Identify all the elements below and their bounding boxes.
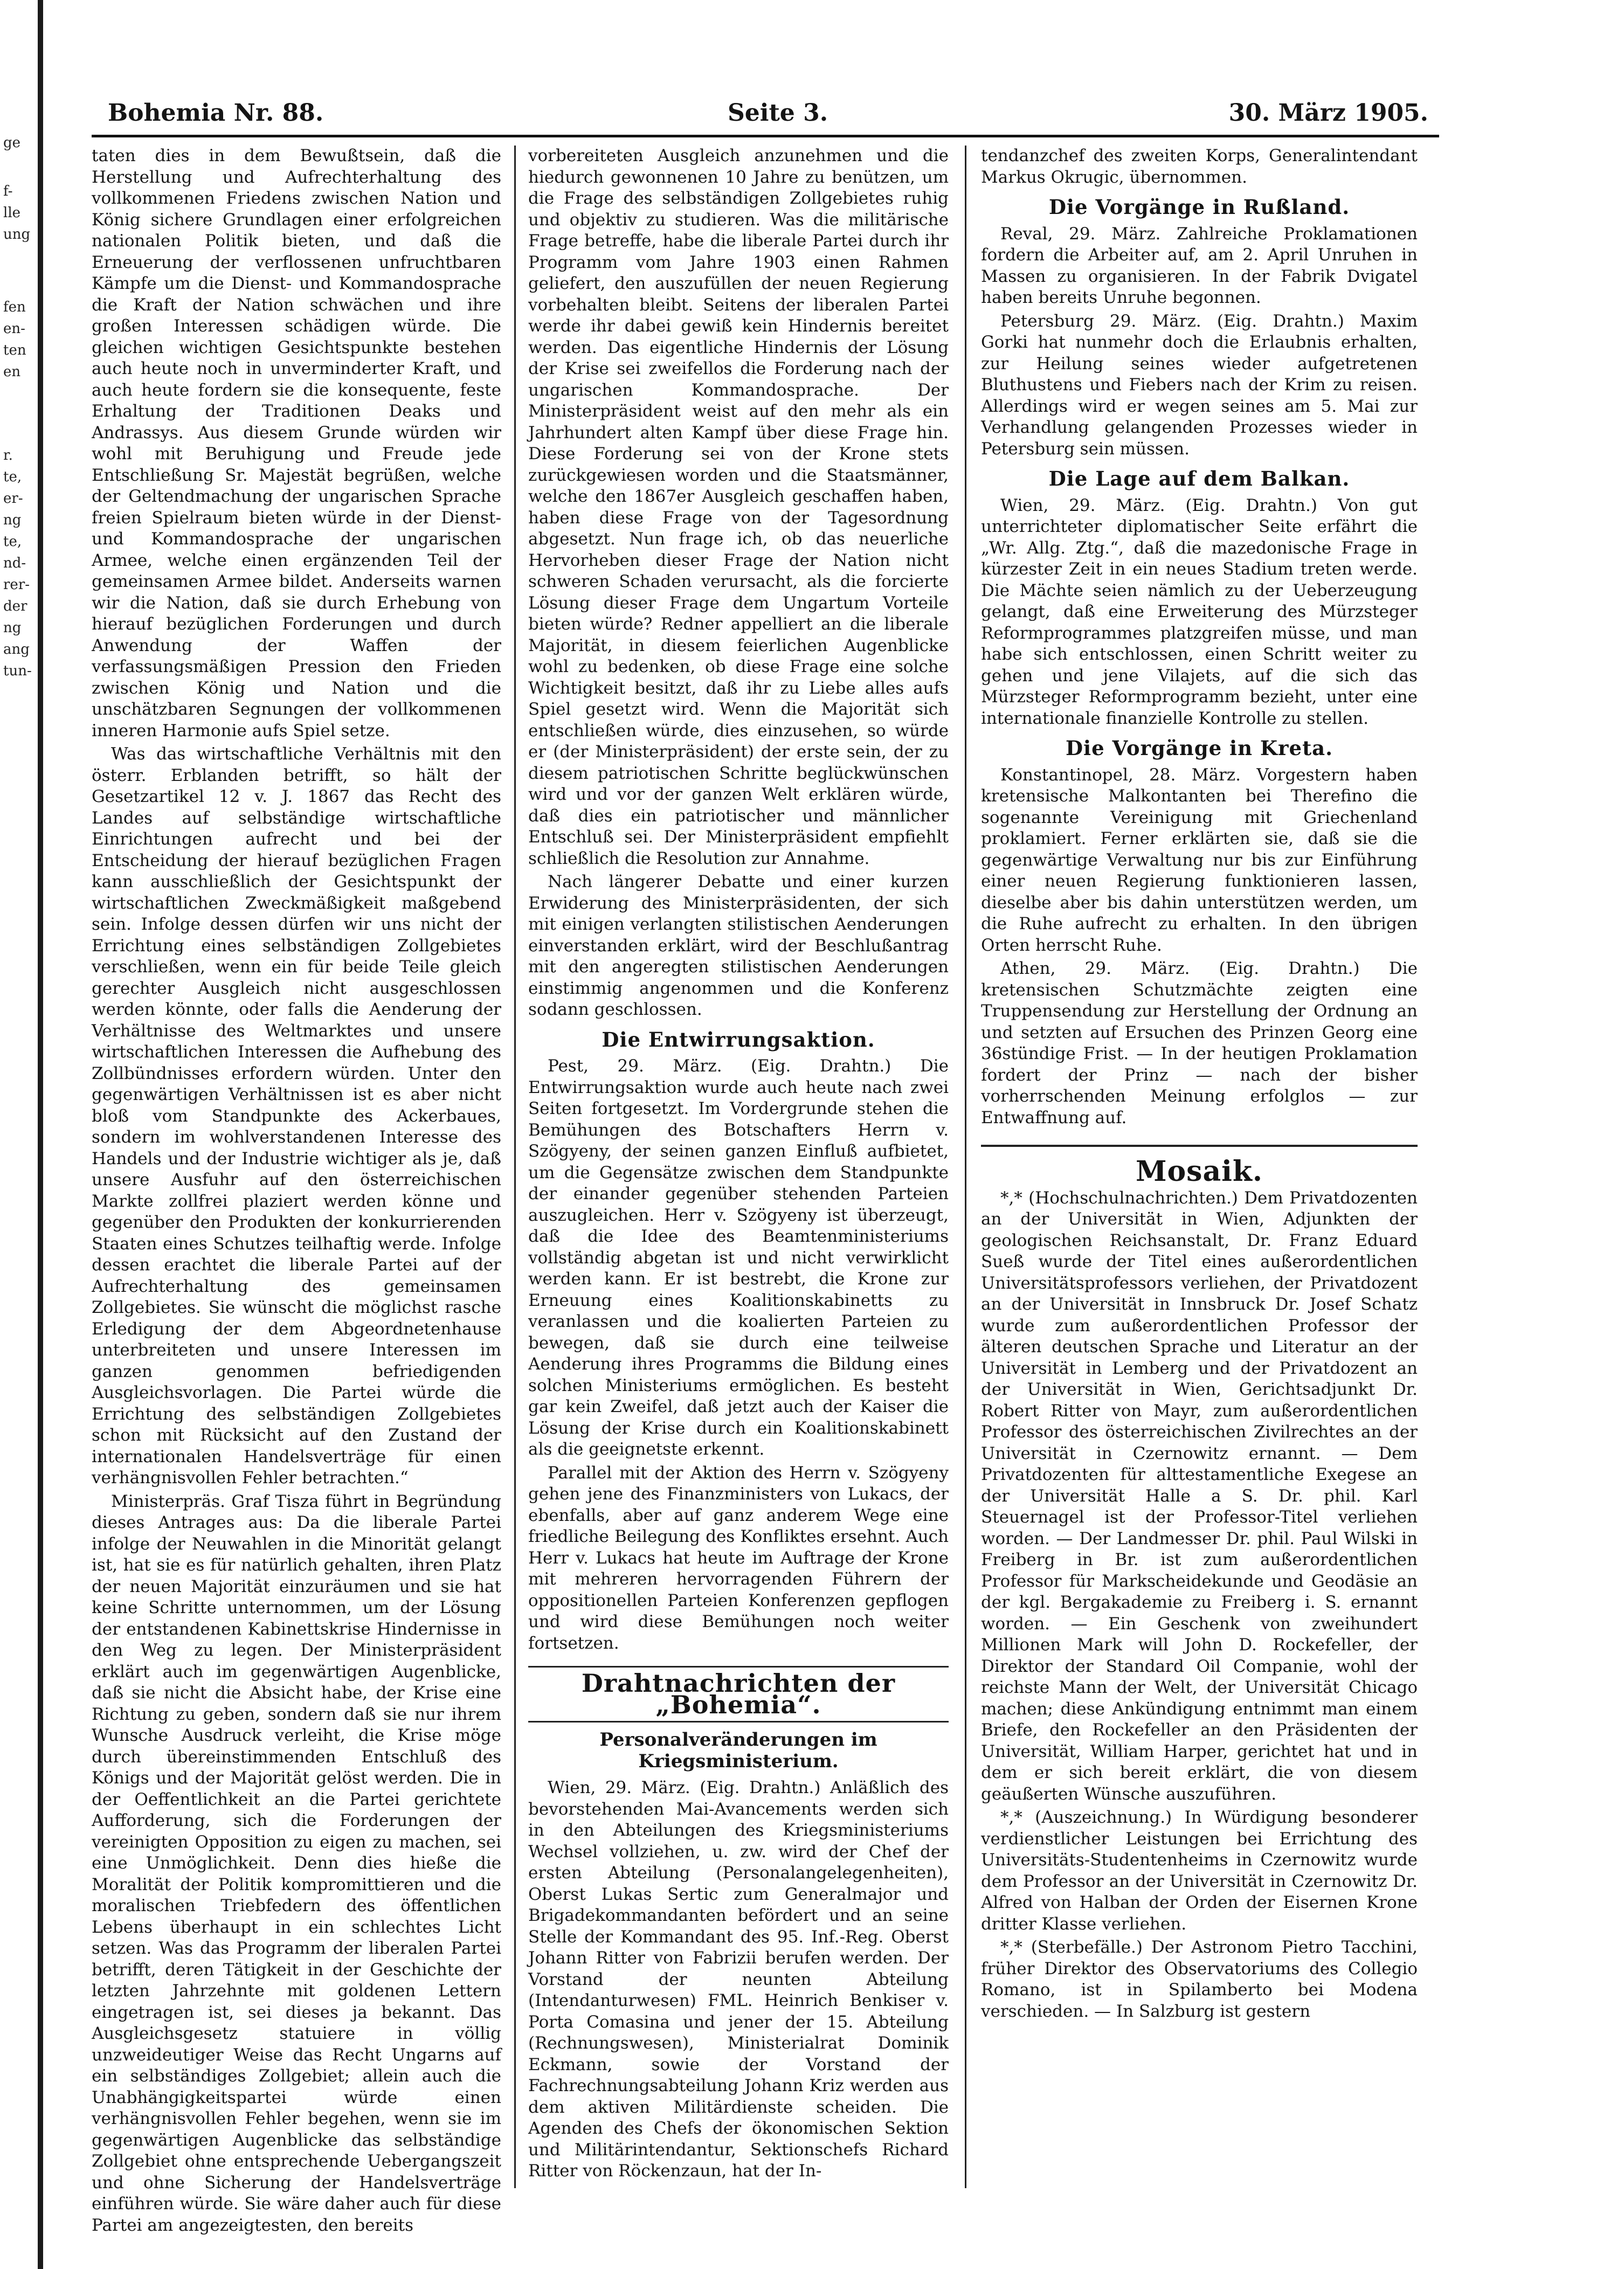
article-paragraph: Parallel mit der Aktion des Herrn v. Szögyeny gehen jene des Finanzministers von Lukacs, der ebenfalls, aber auf ganz anderem Wege eine friedliche Beilegung des Konfliktes ersehnt. Auch Herr v. Lukacs hat heute im Auftrage der Krone mit mehreren hervorragenden Führern der oppositionellen Parteien Konferenzen gepflogen und wird diese Bemühungen noch weiter fortsetzen. — [528, 1463, 949, 1653]
margin-fragment: ge — [3, 135, 21, 151]
article-paragraph: Nach längerer Debatte und einer kurzen Erwiderung des Ministerpräsidenten, der sich mit einigen verlangten stilistischen Aenderungen einverstanden erklärt, wird der Beschlußantrag mit den angeregten stilistischen Aenderungen einstimmig angenommen und die Konferenz sodann geschlossen. — [528, 872, 949, 1019]
newspaper-page — [92, 92, 1439, 2235]
margin-fragment: fen — [3, 299, 26, 315]
section-heading: Die Entwirrungsaktion. — [602, 1027, 875, 1052]
section-heading: Die Vorgänge in Rußland. — [1048, 195, 1350, 219]
page-number: Seite 3. — [728, 99, 828, 127]
article-paragraph: Petersburg 29. März. (Eig. Drahtn.) Maxim Gorki hat nunmehr doch die Erlaubnis erhalten, zur Heilung seines wieder aufgetretenen Bluthustens und Fiebers nach der Krim zu reisen. Allerdings wird er wegen seines am 5. Mai zur Verhandlung gelangenden Prozesses wieder in Petersburg sein müssen. — [981, 311, 1418, 459]
margin-fragment: ng — [3, 620, 22, 636]
margin-fragment: er- — [3, 490, 23, 507]
column-divider — [965, 146, 966, 2188]
article-paragraph: Ministerpräs. Graf Tisza führt in Begründung dieses Antrages aus: Da die liberale Partei infolge der Neuwahlen in die Minorität gelangt ist, hat sie es für natürlich gehalten, ihren Platz der neuen Majorität einzuräumen und sie hat keine Schritte unternommen, um der Lösung der entstandenen Kabinettskrise Hindernisse in den Weg zu legen. Der Ministerpräsident erklärt auch im gegenwärtigen Augenblicke, daß sie nicht die Absicht habe, der Krise eine Richtung zu geben, sondern daß sie nur ihrem Wunsche Ausdruck verleiht, die Krise möge durch übereinstimmenden Entschluß des Königs und der Majorität gelöst werden. Die in der Oeffentlichkeit an die Partei gerichtete Aufforderung, sich die Forderungen der vereinigten Opposition zu eigen zu machen, sei eine Unmöglichkeit. Denn dies hieße die Moralität der Politik kompromittieren und die moralischen Triebfedern des öffentlichen Lebens überhaupt in ein schlechtes Licht setzen. Was das Programm der liberalen Partei betrifft, deren Tätigkeit in der Geschichte der letzten Jahrzehnte mit goldenen Lettern eingetragen ist, sei dieses ja bekannt. Das Ausgleichsgesetz statuiere in völlig unzweideutiger Weise das Recht Ungarns auf ein selbständiges Zollgebiet; allein auch die Unabhängigkeitspartei würde einen verhängnisvollen Fehler begehen, wenn sie im gegenwärtigen Augenblicke das selbständige Zollgebiet ohne entsprechende Uebergangszeit und ohne Sicherung der Handelsverträge einführen würde. Sie wäre daher auch für diese Partei am angezeigtesten, den bereits — [92, 1491, 501, 2235]
margin-fragment: en — [3, 364, 21, 380]
article-paragraph: *,* (Sterbefälle.) Der Astronom Pietro Tacchini, früher Direktor des Observatoriums des Collegio Romano, ist in Spilamberto bei Modena verschieden. — In Salzburg ist gestern — [981, 1938, 1418, 2021]
article-paragraph: taten dies in dem Bewußtsein, daß die Herstellung und Aufrechterhaltung des vollkommenen Friedens zwischen Nation und König sichere Grundlagen einer erfolgreichen nationalen Politik bieten, und daß die Erneuerung der verflossenen unfruchtbaren Kämpfe um die Dienst- und Kommandosprache die Kraft der Nation schwächen und ihre großen Interessen schädigen würde. Die gleichen wichtigen Gesichtspunkte bestehen auch heute noch in unverminderter Kraft, und auch heute fordern sie die konsequente, feste Erhaltung der Traditionen Deaks und Andrassys. Aus diesem Grunde würden wir wohl mit Beruhigung und Freude jede Entschließung Sr. Majestät begrüßen, welche der Geltendmachung der ungarischen Sprache freien Spielraum bieten würde in der Dienst- und Kommandosprache der ungarischen Armee, welche einen ergänzenden Teil der gemeinsamen Armee bildet. Anderseits warnen wir die Nation, daß sie durch Erhebung von hierauf bezüglichen Forderungen und durch Anwendung der Waffen der verfassungsmäßigen Pression den Frieden zwischen König und Nation und die unschätzbaren Segnungen der vollkommenen inneren Harmonie aufs Spiel setze. — [92, 146, 501, 741]
article-paragraph: Pest, 29. März. (Eig. Drahtn.) Die Entwirrungsaktion wurde auch heute nach zwei Seiten fortgesetzt. Im Vordergrunde stehen die Bemühungen des Botschafters Herrn v. Szögyeny, der seinen ganzen Einfluß aufbietet, um die Gegensätze zwischen dem Standpunkte der einander gegenüber stehenden Parteien auszugleichen. Herr v. Szögyeny ist überzeugt, daß die Idee des Beamtenministeriums vollständig abgetan ist und nicht verwirklicht werden kann. Er ist bestrebt, die Krone zur Erneuung eines Koalitionskabinetts zu veranlassen und die koalierten Parteien zu bewegen, daß sie durch eine teilweise Aenderung ihres Programms die Bildung eines solchen Ministeriums ermöglichen. Es besteht gar kein Zweifel, daß jetzt auch der Kaiser die Lösung der Krise durch ein Koalitionskabinett als die geeignetste erkennt. — [528, 1056, 949, 1459]
adjacent-page-edge — [0, 0, 43, 2269]
issue-date: 30. März 1905. — [1228, 99, 1428, 127]
masthead-issue: Bohemia Nr. 88. — [108, 99, 324, 127]
column-3 — [981, 146, 1418, 2188]
section-heading: Die Vorgänge in Kreta. — [1065, 736, 1333, 760]
margin-fragment: te, — [3, 469, 22, 485]
margin-fragment: ung — [3, 226, 31, 243]
article-paragraph: Reval, 29. März. Zahlreiche Proklamationen fordern die Arbeiter auf, am 2. April Unruhen in Massen zu organisieren. In der Fabrik Dvigatel haben bereits Unruhe begonnen. — [981, 224, 1418, 307]
margin-fragment: te, — [3, 534, 22, 550]
margin-fragment: ng — [3, 512, 22, 528]
column-divider — [514, 146, 516, 2188]
article-paragraph: *,* (Auszeichnung.) In Würdigung besonderer verdienstlicher Leistungen bei Errichtung des Universitäts-Studentenheims in Czernowitz wurde dem Professor an der Universität in Czernowitz Dr. Alfred von Halban der Orden der Eisernen Krone dritter Klasse verliehen. — [981, 1808, 1418, 1934]
margin-fragment: rer- — [3, 577, 30, 593]
article-paragraph: Wien, 29. März. (Eig. Drahtn.) Anläßlich des bevorstehenden Mai-Avancements werden sich in den Abteilungen des Kriegsministeriums Wechsel vollziehen, u. zw. wird der Chef der ersten Abteilung (Personalangelegenheiten), Oberst Lukas Sertic zum Generalmajor und Brigadekommandanten befördert und an seine Stelle der Kommandant des 95. Inf.-Reg. Oberst Johann Ritter von Fabrizii berufen werden. Der Vorstand der neunten Abteilung (Intendanturwesen) FML. Heinrich Benkiser v. Porta Comasina und jener der 15. Abteilung (Rechnungswesen), Ministerialrat Dominik Eckmann, sowie der Vorstand der Fachrechnungsabteilung Johann Kriz werden aus dem aktiven Militärdienste scheiden. Die Agenden des Chefs der ökonomischen Sektion und Militärintendantur, Sektionschefs Richard Ritter von Röckenzaun, hat der In- — [528, 1778, 949, 2181]
telegram-section-title: Drahtnachrichten der „Bohemia“. — [528, 1666, 949, 1722]
article-paragraph: *,* (Hochschulnachrichten.) Dem Privatdozenten an der Universität in Wien, Adjunkten der geologischen Reichsanstalt, Dr. Franz Eduard Sueß wurde der Titel eines außerordentlichen Universitätsprofessors verliehen, der Privatdozent an der Universität in Innsbruck Dr. Josef Schatz wurde zum außerordentlichen Professor der älteren deutschen Sprache und Literatur an der Universität in Lemberg und der Privatdozent an der Universität in Wien, Gerichtsadjunkt Dr. Robert Ritter von Mayr, zum außerordentlichen Professor des österreichischen Zivilrechtes an der Universität in Czernowitz ernannt. — Dem Privatdozenten für alttestamentliche Exegese an der Universität Halle a S. Dr. phil. Karl Steuernagel ist der Professor-Titel verliehen worden. — Der Landmesser Dr. phil. Paul Wilski in Freiberg in Br. ist zum außerordentlichen Professor für Markscheidekunde und Geodäsie an der kgl. Bergakademie zu Freiberg i. S. ernannt worden. — Ein Geschenk von zweihundert Millionen Mark will John D. Rockefeller, der Direktor der Standard Oil Companie, wohl der reichste Mann der Welt, der Universität Chicago machen; diese Ankündigung entnimmt man einem Briefe, den Rockefeller an den Präsidenten der Universität, William Harper, gerichtet hat und in dem er sich bereit erklärt, die von diesem geäußerten Wünsche auszuführen. — [981, 1188, 1418, 1804]
section-heading: Personalveränderungen im Kriegsministerium. — [599, 1729, 877, 1772]
column-1 — [92, 146, 501, 2235]
mosaik-section-title: Mosaik. — [981, 1145, 1418, 1182]
margin-fragment: ang — [3, 641, 30, 658]
margin-fragment: der — [3, 598, 27, 614]
margin-fragment: lle — [3, 205, 21, 221]
margin-fragment: en- — [3, 321, 25, 337]
section-heading: Die Lage auf dem Balkan. — [1048, 467, 1350, 490]
column-2 — [528, 146, 949, 2188]
article-paragraph: tendanzchef des zweiten Korps, Generalintendant Markus Okrugic, übernommen. — [981, 146, 1418, 187]
article-paragraph: Konstantinopel, 28. März. Vorgestern haben kretensische Malkontanten bei Therefino die sogenannte Vereinigung mit Griechenland proklamiert. Ferner erklärten sie, daß sie die gegenwärtige Verwaltung nur bis zur Einführung einer neuen Regierung funktionieren lassen, dieselbe aber bis dahin unterstützen werden, um die Ruhe aufrecht zu erhalten. In den übrigen Orten herrscht Ruhe. — [981, 765, 1418, 955]
margin-fragment: r. — [3, 447, 13, 464]
margin-fragment: ten — [3, 342, 26, 358]
article-paragraph: Athen, 29. März. (Eig. Drahtn.) Die kretensischen Schutzmächte zeigten eine Truppensendung zur Herstellung der Ordnung an und setzten auf Ersuchen des Prinzen Georg eine 36stündige Frist. — In der heutigen Proklamation fordert der Prinz — nach der bisher vorherrschenden Meinung erfolglos — zur Entwaffnung auf. — [981, 959, 1418, 1127]
article-paragraph: vorbereiteten Ausgleich anzunehmen und die hiedurch gewonnenen 10 Jahre zu benützen, um die Frage des selbständigen Zollgebietes ruhig und objektiv zu studieren. Was die militärische Frage betreffe, habe die liberale Partei durch ihr Programm vom Jahre 1903 einen Rahmen geliefert, den auszufüllen der neuen Regierung vorbehalten bleibt. Seitens der liberalen Partei werde ihr dabei gewiß kein Hindernis bereitet werden. Das eigentliche Hindernis der Lösung der Krise sei zweifellos die Forderung nach der ungarischen Kommandosprache. Der Ministerpräsident weist auf den mehr als ein Jahrhundert alten Kampf über diese Frage hin. Diese Forderung sei von der Krone stets zurückgewiesen worden und die Staatsmänner, welche den 1867er Ausgleich geschaffen haben, haben diese Frage von der Tagesordnung abgesetzt. Nun frage ich, ob das neuerliche Hervorheben dieser Frage der Nation nicht schweren Schaden verursacht, als die forcierte Lösung dieser Frage dem Ungartum Vorteile bieten würde? Redner appelliert an die liberale Majorität, in diesem feierlichen Augenblicke wohl zu bedenken, ob diese Frage eine solche Wichtigkeit besitzt, daß ihr zu Liebe alles aufs Spiel gesetzt wird. Wenn die Majorität sich entschließen würde, dies einzusehen, so würde er (der Ministerpräsident) der erste sein, der zu diesem patriotischen Schritte beglückwünschen wird und vor der ganzen Welt erklären würde, daß dies ein patriotischer und männlicher Entschluß sei. Der Ministerpräsident empfiehlt schließlich die Resolution zur Annahme. — [528, 146, 949, 868]
margin-fragment: f- — [3, 183, 13, 199]
margin-fragment: tun- — [3, 663, 32, 679]
page-header — [92, 92, 1439, 137]
margin-fragment: nd- — [3, 555, 26, 571]
article-paragraph: Was das wirtschaftliche Verhältnis mit den österr. Erblanden betrifft, so hält der Gesetzartikel 12 v. J. 1867 das Recht des Landes auf selbständige wirtschaftliche Einrichtungen aufrecht und bei der Entscheidung der hierauf bezüglichen Fragen kann ausschließlich der Gesichtspunkt der wirtschaftlichen Zweckmäßigkeit maßgebend sein. Infolge dessen dürfen wir uns nicht der Errichtung eines selbständigen Zollgebietes verschließen, wenn ein für beide Teile gleich gerechter Ausgleich nicht ausgeschlossen werden könnte, oder falls die Aenderung der Verhältnisse des Weltmarktes und unsere wirtschaftlichen Interessen die Aufhebung des Zollbündnisses erfordern würden. Unter den gegenwärtigen Verhältnissen ist es aber nicht bloß vom Standpunkte des Ackerbaues, sondern im wohlverstandenen Interesse des Handels und der Industrie wichtiger als je, daß unsere Ausfuhr auf den österreichischen Markte zollfrei plaziert werden könne und gegenüber den Produkten der konkurrierenden Staaten eines Schutzes teilhaftig werde. Infolge dessen erachtet die liberale Partei auf der Aufrechterhaltung des gemeinsamen Zollgebietes. Sie wünscht die möglichst rasche Erledigung der dem Abgeordnetenhause unterbreiteten und unsere Interessen im ganzen genommen befriedigenden Ausgleichsvorlagen. Die Partei würde die Errichtung des selbständigen Zollgebietes schon mit Rücksicht auf den Zustand der internationalen Handelsverträge für einen verhängnisvollen Fehler betrachten.“ — [92, 744, 501, 1488]
article-paragraph: Wien, 29. März. (Eig. Drahtn.) Von gut unterrichteter diplomatischer Seite erfährt die „Wr. Allg. Ztg.“, daß die mazedonische Frage in kürzester Zeit in ein neues Stadium treten werde. Die Mächte seien nämlich zu der Ueberzeugung gelangt, daß eine Erweiterung des Mürzsteger Reformprogrammes platzgreifen müsse, und man habe sich entschlossen, einen Schritt weiter zu gehen und jene Vilajets, auf die sich das Mürzsteger Reformprogramm bezieht, unter eine internationale finanzielle Kontrolle zu stellen. — [981, 495, 1418, 728]
